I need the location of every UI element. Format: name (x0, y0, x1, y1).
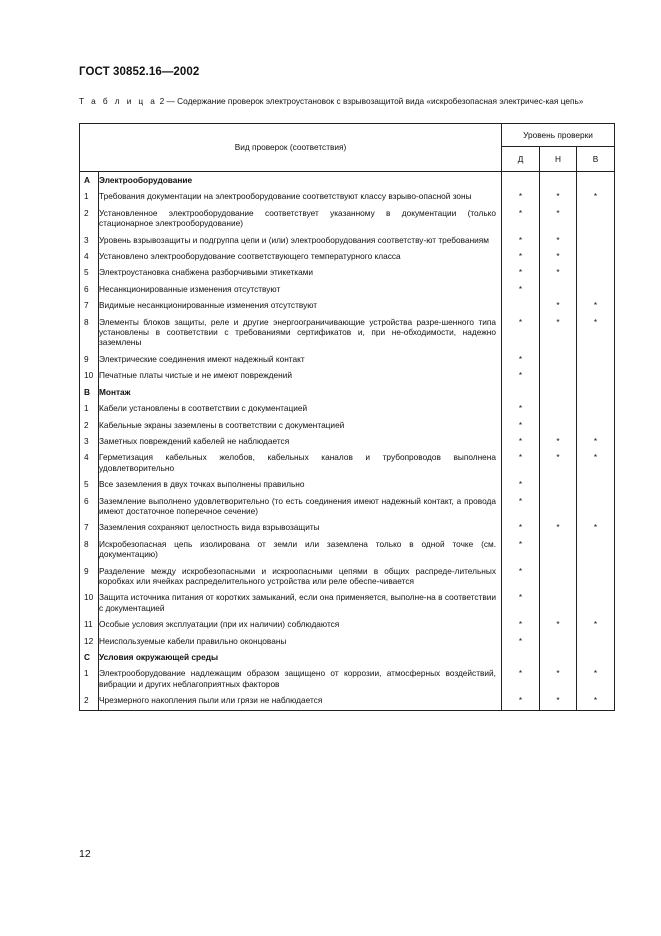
mark-d: * (502, 537, 540, 564)
row-number: 2 (80, 418, 99, 434)
mark-v: * (577, 315, 615, 352)
row-number: 6 (80, 282, 99, 298)
mark-v (577, 206, 615, 233)
row-number: 1 (80, 401, 99, 417)
row-number: 10 (80, 590, 99, 617)
mark-n (540, 172, 577, 190)
table-row (80, 564, 615, 591)
table-row (80, 590, 615, 617)
mark-v (577, 418, 615, 434)
mark-d: * (502, 352, 540, 368)
header-check-type: Вид проверок (соответствия) (80, 124, 502, 172)
mark-n: * (540, 693, 577, 710)
mark-d: * (502, 233, 540, 249)
mark-v (577, 385, 615, 401)
table-row (80, 418, 615, 434)
row-number: 5 (80, 265, 99, 281)
check-text: Искробезопасная цепь изолирована от земли или заземлена только в одной точке (см. документацию) (99, 537, 502, 564)
mark-n: * (540, 450, 577, 477)
row-number: 12 (80, 634, 99, 650)
row-number: 7 (80, 298, 99, 314)
section-row (80, 650, 615, 666)
table-row (80, 315, 615, 352)
mark-v (577, 282, 615, 298)
mark-v (577, 650, 615, 666)
mark-n (540, 401, 577, 417)
mark-n: * (540, 206, 577, 233)
mark-v (577, 494, 615, 521)
mark-n: * (540, 520, 577, 536)
mark-v (577, 634, 615, 650)
check-text: Уровень взрывозащиты и подгруппа цепи и (или) электрооборудования соответству-ют требованиям (99, 233, 502, 249)
table-row (80, 450, 615, 477)
check-text: Электрооборудование (99, 172, 502, 190)
mark-v (577, 368, 615, 384)
mark-n (540, 634, 577, 650)
check-text: Кабели установлены в соответствии с документацией (99, 401, 502, 417)
mark-d: * (502, 666, 540, 693)
row-number: 3 (80, 233, 99, 249)
mark-n: * (540, 617, 577, 633)
document-header: ГОСТ 30852.16—2002 (79, 66, 200, 78)
mark-n (540, 418, 577, 434)
mark-d: * (502, 401, 540, 417)
mark-d (502, 298, 540, 314)
row-number: 4 (80, 249, 99, 265)
header-level-n: Н (540, 147, 577, 172)
row-number: 10 (80, 368, 99, 384)
mark-v: * (577, 693, 615, 710)
check-text: Несанкционированные изменения отсутствуют (99, 282, 502, 298)
check-text: Монтаж (99, 385, 502, 401)
row-number: 1 (80, 189, 99, 205)
check-text: Элементы блоков защиты, реле и другие энергоограничивающие устройства разре-шенного типа установлены в соответствии с требованиями сертификатов и, при не-обходимости, надежно заземлены (99, 315, 502, 352)
mark-v (577, 401, 615, 417)
mark-d: * (502, 590, 540, 617)
mark-d: * (502, 265, 540, 281)
mark-d (502, 385, 540, 401)
mark-n: * (540, 315, 577, 352)
check-text: Электрооборудование надлежащим образом защищено от коррозии, атмосферных воздействий, вибрации и других неблагоприятных факторов (99, 666, 502, 693)
table-row (80, 401, 615, 417)
check-text: Электроустановка снабжена разборчивыми этикетками (99, 265, 502, 281)
header-check-level: Уровень проверки (502, 124, 615, 147)
mark-d: * (502, 418, 540, 434)
check-text: Все заземления в двух точках выполнены правильно (99, 477, 502, 493)
mark-d: * (502, 282, 540, 298)
mark-d: * (502, 494, 540, 521)
row-number: 9 (80, 352, 99, 368)
mark-n (540, 368, 577, 384)
row-number: 8 (80, 537, 99, 564)
check-text: Заметных повреждений кабелей не наблюдается (99, 434, 502, 450)
check-text: Разделение между искробезопасными и искроопасными цепями в общих распреде-лительных коробках или ячейках распределительного устройства или реле обеспе-чивается (99, 564, 502, 591)
table-row (80, 666, 615, 693)
table-row (80, 477, 615, 493)
check-text: Защита источника питания от коротких замыканий, если она применяется, выполне-на в соответствии с документацией (99, 590, 502, 617)
table-row (80, 352, 615, 368)
mark-d: * (502, 249, 540, 265)
row-number: 5 (80, 477, 99, 493)
mark-n (540, 494, 577, 521)
section-row (80, 172, 615, 190)
mark-d: * (502, 617, 540, 633)
mark-d (502, 650, 540, 666)
check-text: Чрезмерного накопления пыли или грязи не наблюдается (99, 693, 502, 710)
mark-d: * (502, 564, 540, 591)
table-row (80, 617, 615, 633)
table-row (80, 693, 615, 710)
mark-n (540, 564, 577, 591)
mark-n: * (540, 434, 577, 450)
mark-n: * (540, 249, 577, 265)
mark-n (540, 352, 577, 368)
mark-v: * (577, 450, 615, 477)
row-number: 9 (80, 564, 99, 591)
mark-v (577, 564, 615, 591)
row-number: 3 (80, 434, 99, 450)
mark-d: * (502, 206, 540, 233)
table-row (80, 249, 615, 265)
caption-text: 2 — Содержание проверок электроустановок с взрывозащитой вида «искробезопасная электричес-кая цепь» (157, 96, 584, 106)
mark-d: * (502, 315, 540, 352)
mark-n: * (540, 189, 577, 205)
mark-v (577, 172, 615, 190)
mark-v: * (577, 617, 615, 633)
mark-v (577, 233, 615, 249)
table-caption (79, 96, 614, 107)
mark-v: * (577, 520, 615, 536)
check-text: Установлено электрооборудование соответствующего температурного класса (99, 249, 502, 265)
row-number: 4 (80, 450, 99, 477)
check-text: Неиспользуемые кабели правильно оконцованы (99, 634, 502, 650)
table-row (80, 494, 615, 521)
row-number: 11 (80, 617, 99, 633)
mark-n: * (540, 265, 577, 281)
row-number: С (80, 650, 99, 666)
table-body (80, 172, 615, 711)
mark-v: * (577, 434, 615, 450)
mark-d: * (502, 520, 540, 536)
check-text: Кабельные экраны заземлены в соответствии с документацией (99, 418, 502, 434)
mark-n (540, 590, 577, 617)
row-number: 6 (80, 494, 99, 521)
check-text: Печатные платы чистые и не имеют повреждений (99, 368, 502, 384)
row-number: 8 (80, 315, 99, 352)
check-text: Электрические соединения имеют надежный контакт (99, 352, 502, 368)
mark-d: * (502, 189, 540, 205)
table-row (80, 434, 615, 450)
check-text: Заземление выполнено удовлетворительно (то есть соединения имеют надежный контакт, а провода имеют достаточное поперечное сечение) (99, 494, 502, 521)
mark-d: * (502, 368, 540, 384)
table-row (80, 298, 615, 314)
table-row (80, 537, 615, 564)
table-row (80, 282, 615, 298)
mark-n (540, 477, 577, 493)
mark-v (577, 477, 615, 493)
caption-label: Т а б л и ц а (79, 96, 158, 106)
mark-v (577, 249, 615, 265)
mark-v: * (577, 666, 615, 693)
row-number: 2 (80, 693, 99, 710)
mark-d: * (502, 634, 540, 650)
mark-n (540, 385, 577, 401)
mark-d (502, 172, 540, 190)
mark-n (540, 650, 577, 666)
mark-v (577, 352, 615, 368)
mark-n: * (540, 666, 577, 693)
mark-n: * (540, 298, 577, 314)
table-row (80, 265, 615, 281)
check-text: Условия окружающей среды (99, 650, 502, 666)
mark-n (540, 282, 577, 298)
row-number: В (80, 385, 99, 401)
check-text: Заземления сохраняют целостность вида взрывозащиты (99, 520, 502, 536)
page-number: 12 (79, 848, 91, 860)
table-row (80, 368, 615, 384)
section-row (80, 385, 615, 401)
table-row (80, 233, 615, 249)
check-text: Особые условия эксплуатации (при их наличии) соблюдаются (99, 617, 502, 633)
mark-d: * (502, 450, 540, 477)
mark-n (540, 537, 577, 564)
table-row (80, 520, 615, 536)
check-text: Требования документации на электрооборудование соответствуют классу взрыво-опасной зоны (99, 189, 502, 205)
check-text: Установленное электрооборудование соответствует указанному в документации (только стационарное электрооборудование) (99, 206, 502, 233)
mark-d: * (502, 434, 540, 450)
header-level-d: Д (502, 147, 540, 172)
mark-v (577, 265, 615, 281)
row-number: А (80, 172, 99, 190)
table-row (80, 189, 615, 205)
row-number: 1 (80, 666, 99, 693)
mark-d: * (502, 693, 540, 710)
check-text: Герметизация кабельных желобов, кабельных каналов и трубопроводов выполнена удовлетворительно (99, 450, 502, 477)
mark-v: * (577, 298, 615, 314)
mark-n: * (540, 233, 577, 249)
check-text: Видимые несанкционированные изменения отсутствуют (99, 298, 502, 314)
checks-table (79, 123, 615, 711)
mark-v (577, 537, 615, 564)
mark-d: * (502, 477, 540, 493)
mark-v: * (577, 189, 615, 205)
row-number: 7 (80, 520, 99, 536)
header-level-v: В (577, 147, 615, 172)
table-row (80, 206, 615, 233)
mark-v (577, 590, 615, 617)
table-row (80, 634, 615, 650)
row-number: 2 (80, 206, 99, 233)
